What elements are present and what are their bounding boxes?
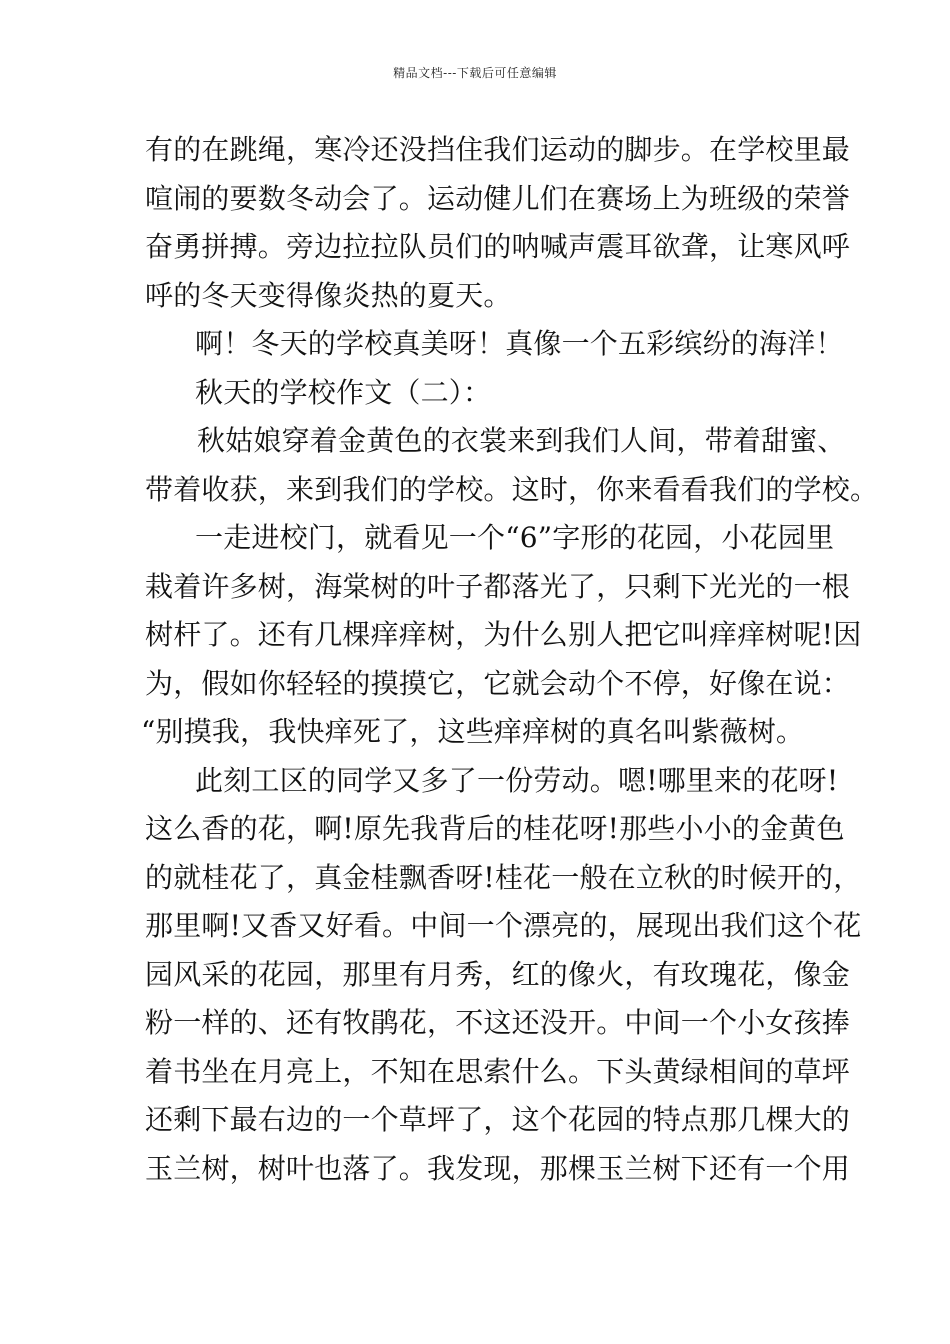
document-body: [141, 126, 879, 1193]
text-line: 树杆了。还有几棵痒痒树，为什么别人把它叫痒痒树呢!因: [145, 618, 862, 651]
text-line: 一走进校门，就看见一个“6”字形的花园，小花园里: [195, 521, 835, 554]
text-line: 还剩下最右边的一个草坪了，这个花园的特点那几棵大的: [145, 1103, 851, 1136]
text-line: 呼的冬天变得像炎热的夏天。: [145, 278, 512, 312]
page-header: 精品文档---下载后可任意编辑: [393, 66, 557, 80]
text-line: 喧闹的要数冬动会了。运动健儿们在赛场上为班级的荣誉: [145, 181, 851, 215]
text-line: “别摸我，我快痒死了，这些痒痒树的真名叫紫薇树。: [141, 715, 805, 748]
text-line: 奋勇拼搏。旁边拉拉队员们的呐喊声震耳欲聋，让寒风呼: [145, 230, 851, 263]
text-line: 带着收获，来到我们的学校。这时，你来看看我们的学校。: [145, 472, 879, 506]
text-line: 的就桂花了，真金桂飘香呀!桂花一般在立秋的时候开的，: [145, 860, 862, 894]
text-line: 栽着许多树，海棠树的叶子都落光了，只剩下光光的一根: [145, 569, 851, 603]
text-line: 粉一样的、还有牧鹃花，不这还没开。中间一个小女孩捧: [145, 1006, 851, 1039]
text-line: 啊！冬天的学校真美呀！真像一个五彩缤纷的海洋！: [195, 327, 844, 360]
text-line: 为，假如你轻轻的摸摸它，它就会动个不停，好像在说：: [145, 666, 851, 700]
text-line: 玉兰树，树叶也落了。我发现，那棵玉兰树下还有一个用: [145, 1151, 851, 1185]
text-line: 着书坐在月亮上，不知在思索什么。下头黄绿相间的草坪: [145, 1054, 851, 1088]
section-heading: 秋天的学校作文（二）：: [195, 375, 492, 409]
text-line: 秋姑娘穿着金黄色的衣裳来到我们人间，带着甜蜜、: [197, 424, 846, 457]
text-line: 有的在跳绳，寒冷还没挡住我们运动的脚步。在学校里最: [145, 133, 851, 166]
text-line: 那里啊!又香又好看。中间一个漂亮的，展现出我们这个花: [145, 909, 862, 942]
text-line: 此刻工区的同学又多了一份劳动。嗯!哪里来的花呀!: [195, 763, 839, 797]
text-line: 这么香的花，啊!原先我背后的桂花呀!那些小小的金黄色: [145, 812, 845, 845]
text-line: 园风采的花园，那里有月秀，红的像火，有玫瑰花，像金: [145, 957, 851, 991]
